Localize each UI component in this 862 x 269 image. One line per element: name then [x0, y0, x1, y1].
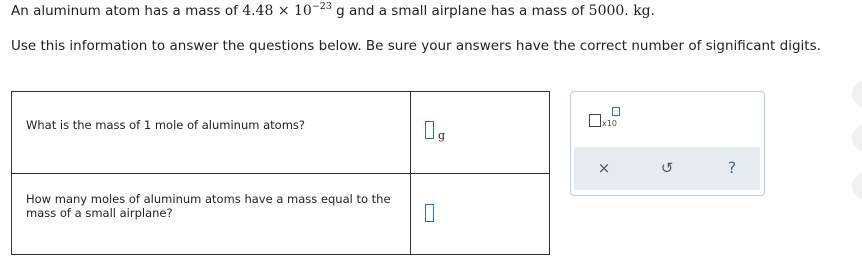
answer-unit: g	[438, 129, 446, 142]
sci-base-box	[589, 114, 601, 127]
undo-icon[interactable]: ↺	[660, 159, 674, 177]
problem-mid: g and a small airplane has a mass of	[331, 3, 589, 19]
problem-prefix: An aluminum atom has a mass of	[11, 3, 243, 19]
question-text: How many moles of aluminum atoms have a mass equal to the mass of a small airplane?	[26, 192, 391, 220]
sci-x10-label: x10	[602, 119, 617, 128]
instructions: Use this information to answer the questions below. Be sure your answers have the correct number of significant digits.	[11, 38, 821, 54]
question-text: What is the mass of 1 mole of aluminum atoms?	[26, 118, 305, 132]
close-icon[interactable]: ×	[597, 159, 611, 177]
side-tab-1[interactable]	[852, 80, 862, 108]
side-tab-3[interactable]	[852, 172, 862, 200]
times-sign: ×	[277, 3, 290, 19]
question-table	[11, 91, 550, 255]
power-exponent: −23	[311, 1, 332, 12]
atom-mass-value	[242, 3, 332, 19]
problem-suffix: .	[650, 3, 655, 19]
side-tab-2[interactable]	[852, 124, 862, 152]
atom-mass-coefficient: 4.48	[242, 3, 274, 19]
question-row	[12, 92, 549, 174]
math-palette	[570, 91, 765, 196]
palette-toolbar	[574, 147, 760, 190]
sci-exponent-box	[612, 107, 620, 116]
question-row	[12, 174, 549, 254]
airplane-mass: 5000. kg	[588, 3, 651, 19]
scientific-notation-button[interactable]	[589, 105, 633, 131]
help-icon[interactable]: ?	[727, 158, 737, 177]
problem-statement	[11, 3, 655, 19]
answer-input-moles[interactable]	[425, 204, 434, 222]
power-base: 10	[294, 3, 312, 19]
answer-input-mole-mass[interactable]	[425, 121, 434, 139]
